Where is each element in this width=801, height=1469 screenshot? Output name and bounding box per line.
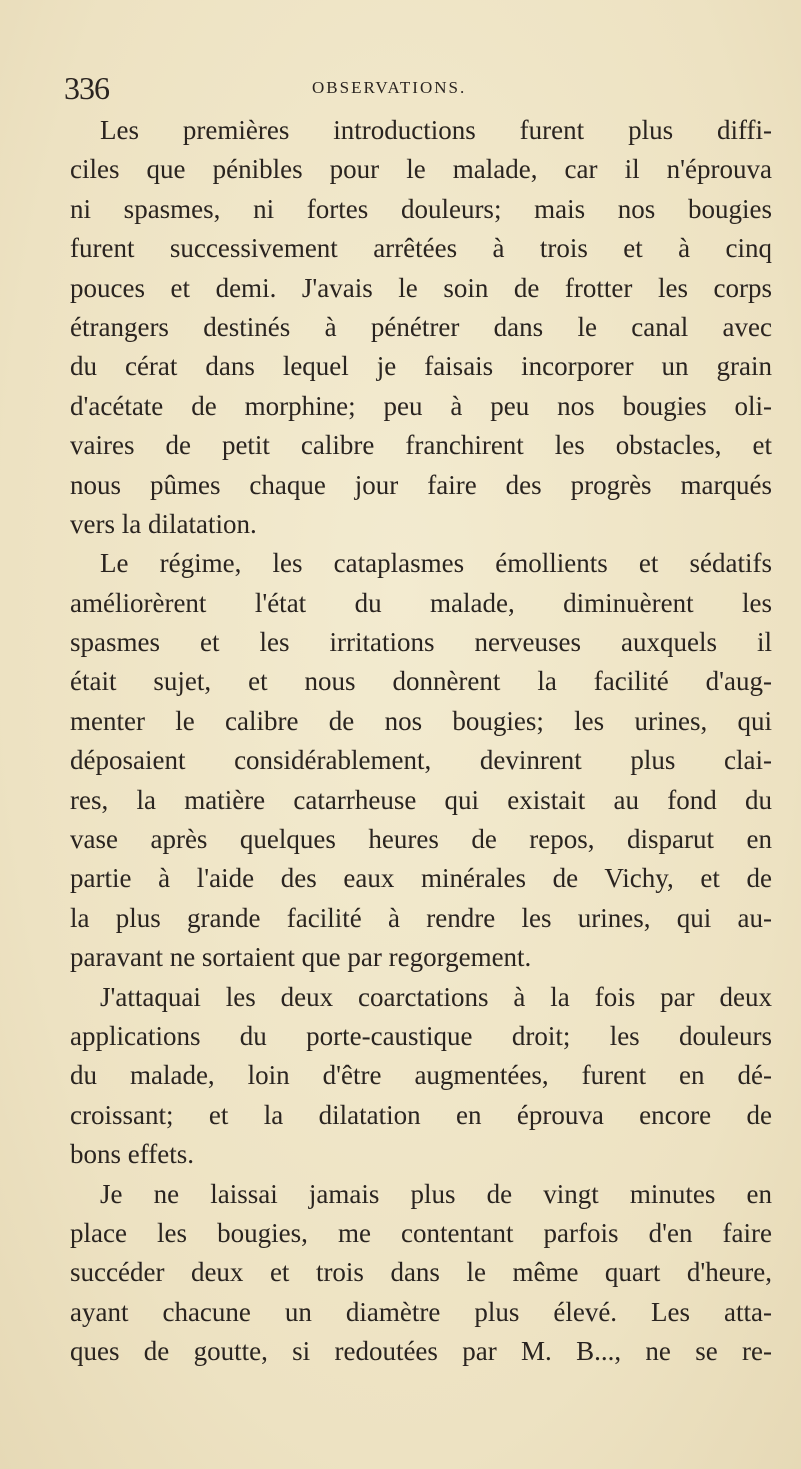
text-line: place les bougies, me contentant parfois d'en faire xyxy=(70,1217,772,1248)
text-line: spasmes et les irritations nerveuses auxquels il xyxy=(70,627,772,658)
text-line: J'attaquai les deux coarctations à la fois par deux xyxy=(100,981,772,1012)
running-title: OBSERVATIONS. xyxy=(312,78,467,97)
text-line: vers la dilatation. xyxy=(70,508,257,539)
text-line: la plus grande facilité à rendre les urines, qui au- xyxy=(70,902,772,933)
text-line: Les premières introductions furent plus diffi- xyxy=(100,115,772,145)
text-line: du cérat dans lequel je faisais incorporer un grain xyxy=(70,351,772,382)
text-line: partie à l'aide des eaux minérales de Vichy, et de xyxy=(70,863,772,894)
text-line: bons effets. xyxy=(70,1139,194,1170)
text-line: était sujet, et nous donnèrent la facilité d'aug- xyxy=(70,666,772,697)
text-line: étrangers destinés à pénétrer dans le canal avec xyxy=(70,311,772,342)
text-line: Le régime, les cataplasmes émollients et sédatifs xyxy=(100,548,772,579)
text-line: du malade, loin d'être augmentées, furent en dé- xyxy=(70,1060,772,1091)
text-line: croissant; et la dilatation en éprouva encore de xyxy=(70,1099,772,1130)
text-line: ciles que pénibles pour le malade, car il n'éprouva xyxy=(70,154,772,185)
text-line: menter le calibre de nos bougies; les urines, qui xyxy=(70,705,772,736)
text-line: ni spasmes, ni fortes douleurs; mais nos bougies xyxy=(70,193,772,224)
body-text xyxy=(70,111,772,1372)
text-line: succéder deux et trois dans le même quart d'heure, xyxy=(70,1257,772,1288)
text-line: déposaient considérablement, devinrent plus clai- xyxy=(70,745,772,776)
text-line: furent successivement arrêtées à trois et à cinq xyxy=(70,233,772,264)
text-line: améliorèrent l'état du malade, diminuèrent les xyxy=(70,587,772,618)
text-line: applications du porte-caustique droit; les douleurs xyxy=(70,1020,772,1051)
text-line: ques de goutte, si redoutées par M. B..., ne se re- xyxy=(70,1336,772,1367)
text-line: res, la matière catarrheuse qui existait au fond du xyxy=(70,784,772,815)
text-line: paravant ne sortaient que par regorgement. xyxy=(70,942,532,973)
text-line: nous pûmes chaque jour faire des progrès marqués xyxy=(70,469,772,500)
text-line: Je ne laissai jamais plus de vingt minutes en xyxy=(100,1178,772,1209)
text-line: vaires de petit calibre franchirent les obstacles, et xyxy=(70,430,772,461)
text-line: d'acétate de morphine; peu à peu nos bougies oli- xyxy=(70,390,772,421)
page-number: 336 xyxy=(64,70,109,106)
text-line: pouces et demi. J'avais le soin de frotter les corps xyxy=(70,272,772,303)
text-line: ayant chacune un diamètre plus élevé. Les atta- xyxy=(70,1296,772,1327)
text-line: vase après quelques heures de repos, disparut en xyxy=(70,824,772,855)
